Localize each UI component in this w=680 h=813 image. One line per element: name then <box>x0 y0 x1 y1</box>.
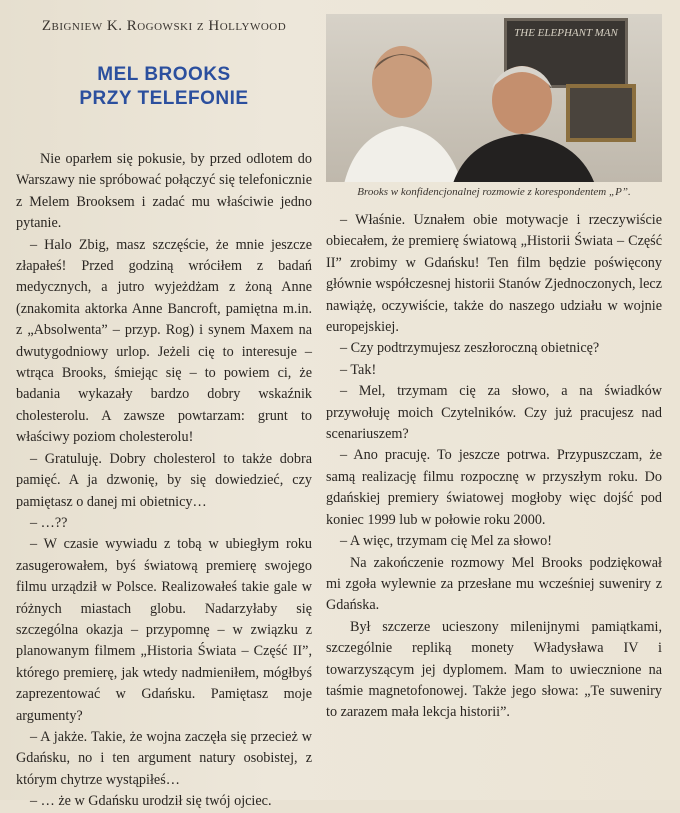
person-right-illustration <box>444 54 604 182</box>
paragraph: – …?? <box>30 514 68 531</box>
left-body <box>16 149 312 813</box>
paragraph: – Tak! <box>340 361 377 378</box>
paragraph: Nie oparłem się pokusie, by przed odlotem do Warszawy nie spróbować połączyć się telefonicznie z Melem Brooksem i zadać mu właściwie jedno pytanie. <box>16 151 312 232</box>
title-line-1: MEL BROOKS <box>97 64 231 85</box>
paragraph: – W czasie wywiadu z tobą w ubiegłym roku zasugerowałem, byś światową premierę swojego filmu urządził w Polsce. Realizowałeś takie gale w różnych miastach globu. Nadarzyłaby się szczególna okazja – przypomnę – w związku z planowanym filmem „Historia Świata – Część II”, którego premierę, jak wtedy nadmieniłem, mógłbyś zaprezentować w Gdańsku. Pamiętasz moje argumenty? <box>16 536 312 724</box>
paragraph: Był szczerze ucieszony milenijnymi pamiątkami, szczególnie repliką monety Władysława IV i towarzyszącym jej dyplomem. Mam to uwiecznione na taśmie magnetofonowej. Także jego słowa: „Te suweniry to zarazem mała lekcja historii”. <box>326 618 662 721</box>
paragraph: – A więc, trzymam cię Mel za słowo! <box>340 533 552 550</box>
poster-title: THE ELEPHANT MAN <box>514 27 618 39</box>
byline: Zbigniew K. Rogowski z Hollywood <box>41 18 287 34</box>
paragraph: – A jakże. Takie, że wojna zaczęła się przecież w Gdańsku, no i ten argument natury osobistej, z którym chytrze wystąpiłeś… <box>16 728 312 788</box>
paragraph: – Właśnie. Uznałem obie motywacje i rzeczywiście obiecałem, że premierę światową „Historii Świata – Część II” zrobimy w Gdańsku! Ten film będzie poświęcony głównie współczesnej historii Stanów Zjednoczonych, lecz nawiążę, oczywiście, także do naszego udziału w wojnie europejskiej. <box>326 212 662 336</box>
paragraph: – Gratuluję. Dobry cholesterol to także dobra pamięć. A ja dzwonię, by się dowiedzieć, czy pamiętasz o danej mi obietnicy… <box>16 450 312 510</box>
paragraph: – Ano pracuję. To jeszcze potrwa. Przypuszczam, że samą realizację filmu rozpocznę w przyszłym roku. Do gdańskiej premiery światowej mogłoby więc dojść pod koniec 1999 lub w połowie roku 2000. <box>326 447 662 528</box>
paragraph: – Mel, trzymam cię za słowo, a na świadków przywołuję moich Czytelników. Czy już pracujesz nad scenariuszem? <box>326 383 662 443</box>
right-column <box>326 14 662 724</box>
title-line-2: PRZY TELEFONIE <box>79 88 249 109</box>
paragraph: – Czy podtrzymujesz zeszłoroczną obietnicę? <box>340 340 600 357</box>
right-body <box>326 210 662 724</box>
article-photo <box>326 14 662 182</box>
photo-caption: Brooks w konfidencjonalnej rozmowie z korespondentem „P”. <box>357 186 631 198</box>
left-column <box>16 14 312 813</box>
article-title <box>16 63 312 111</box>
paragraph: – … że w Gdańsku urodził się twój ojciec. <box>30 793 272 810</box>
paragraph: Na zakończenie rozmowy Mel Brooks podziękował mi zgoła wylewnie za przesłane mu wcześniej suweniry z Gdańska. <box>326 554 662 614</box>
paragraph: – Halo Zbig, masz szczęście, że mnie jeszcze złapałeś! Przed godziną wróciłem z badań medycznych, a jutro wyjeżdżam z żoną Anne (znakomita aktorka Anne Bancroft, pamiętna m.in. z „Absolwenta” – przyp. Rog) i synem Maxem na dwutygodniowy urlop. Jeżeli cię to interesuje – wtrąca Brooks, śmiejąc się – to powiem ci, że badania wykazały bardzo dobry wskaźnik cholesterolu. A zawsze powtarzam: grunt to właściwy poziom cholesterolu! <box>16 236 312 446</box>
